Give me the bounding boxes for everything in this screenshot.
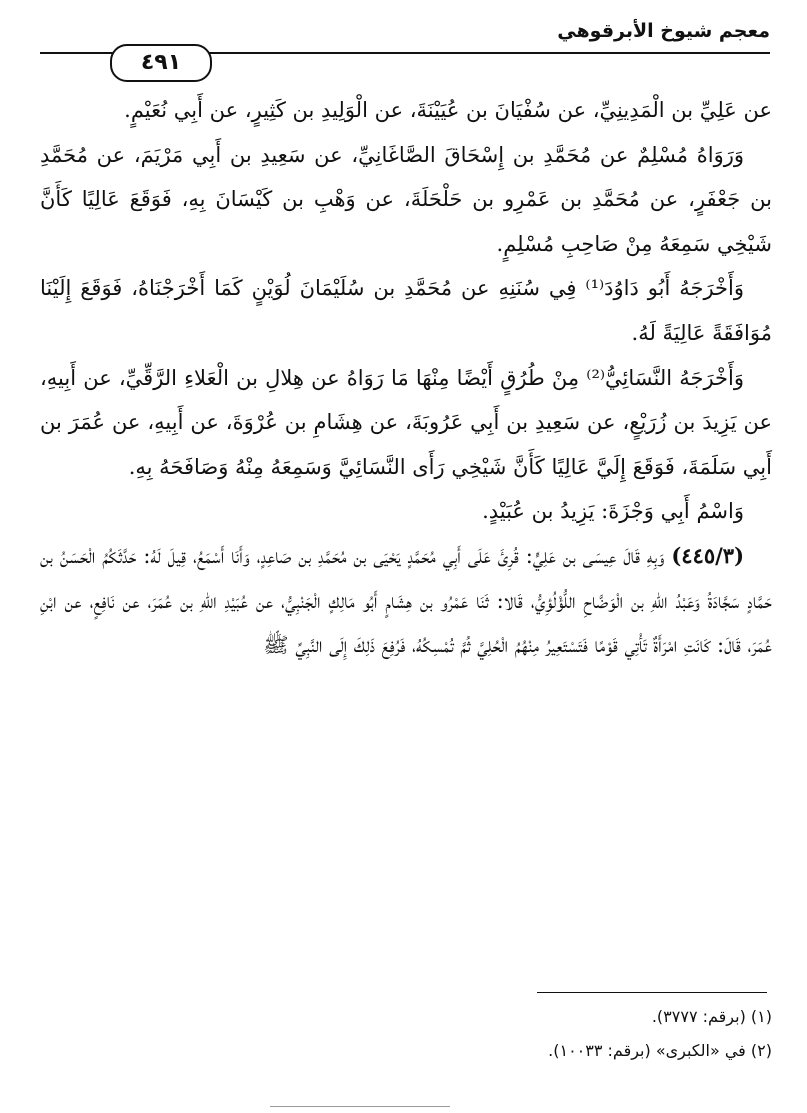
hadith-text: وَبِهِ قَالَ عِيسَى بن عَلِيٍّ: قُرِئَ عَلَى أَبِي مُحَمَّدٍ يَحْيَى بن مُحَمَّدِ بن صَاعِدٍ، وَأَنَا أَسْمَعُ، قِيلَ لَهُ: حَدَّثَكُمُ الْحَسَنُ بن حَمَّادٍ سَجَّادَةُ وَعَبْدُ اللهِ بن الْوَضَّاحِ اللُّؤْلُؤِيُّ، قَالا: ثَنَا عَمْرُو بن هِشَامٍ أَبُو مَالِكٍ الْجَنْبِيُّ، عن عُبَيْدِ اللهِ بن عُمَرَ، عن نَافِعٍ، عن ابْنِ عُمَرَ، قَالَ: كَانَتِ امْرَأَةٌ تَأْتِي قَوْمًا فَتَسْتَعِيرُ مِنْهُمُ الْحُلِيَّ ثُمَّ تُمْسِكُهُ، فَرُفِعَ ذَلِكَ إِلَى النَّبِيِّ ﷺ bbox=[40, 543, 772, 658]
footnotes bbox=[40, 1000, 772, 1068]
footnote: (١) (برقم: ٣٧٧٧). bbox=[651, 1007, 772, 1026]
paragraph: وَرَوَاهُ مُسْلِمٌ عن مُحَمَّدِ بن إِسْحَاقَ الصَّاغَانِيِّ، عن سَعِيدِ بن أَبِي مَرْيَمَ، عن مُحَمَّدِ بن جَعْفَرٍ، عن مُحَمَّدِ بن عَمْرِو بن حَلْحَلَةَ، عن وَهْبِ بن كَيْسَانَ بِهِ، فَوَقَعَ عَالِيًا كَأَنَّ شَيْخِي سَمِعَهُ مِنْ صَاحِبِ مُسْلِمٍ. bbox=[40, 142, 772, 256]
main-text bbox=[40, 88, 772, 668]
book-title: معجم شيوخ الأبرقوهي bbox=[557, 20, 770, 42]
paragraph: عن عَلِيِّ بن الْمَدِينِيِّ، عن سُفْيَانَ بن عُيَيْنَةَ، عن الْوَلِيدِ بن كَثِيرٍ، عن أَبِي نُعَيْمٍ. bbox=[124, 98, 772, 122]
bottom-rule bbox=[270, 1106, 450, 1107]
hadith-number: (٤٤٥/٣) bbox=[671, 542, 744, 568]
paragraph: وَأَخْرَجَهُ النَّسَائِيُّ⁽²⁾ مِنْ طُرُقٍ أَيْضًا مِنْهَا مَا رَوَاهُ عن هِلالِ بن الْعَلاءِ الرَّقِّيِّ، عن أَبِيهِ، عن يَزِيدَ بن زُرَيْعٍ، عن سَعِيدِ بن أَبِي عَرُوبَةَ، عن هِشَامِ بن عُرْوَةَ، عن أَبِيهِ، عن عُمَرَ بن أَبِي سَلَمَةَ، فَوَقَعَ إِلَيَّ عَالِيًا كَأَنَّ شَيْخِي رَأَى النَّسَائِيَّ وَسَمِعَهُ مِنْهُ وَصَافَحَهُ بِهِ. bbox=[40, 365, 772, 479]
page-header bbox=[40, 14, 770, 74]
paragraph: وَأَخْرَجَهُ أَبُو دَاوُدَ⁽¹⁾ فِي سُنَنِهِ عن مُحَمَّدِ بن سُلَيْمَانَ لُوَيْنٍ كَمَا أَخْرَجْنَاهُ، فَوَقَعَ إِلَيْنَا مُوَافَقَةً عَالِيَةً لَهُ. bbox=[40, 276, 772, 345]
footnote: (٢) في «الكبرى» (برقم: ١٠٠٣٣). bbox=[548, 1041, 772, 1060]
hadith-paragraph bbox=[40, 534, 772, 668]
footnote-separator bbox=[537, 992, 767, 993]
paragraph: وَاسْمُ أَبِي وَجْزَةَ: يَزِيدُ بن عُبَيْدٍ. bbox=[482, 499, 744, 524]
page-number: ٤٩١ bbox=[110, 44, 212, 82]
